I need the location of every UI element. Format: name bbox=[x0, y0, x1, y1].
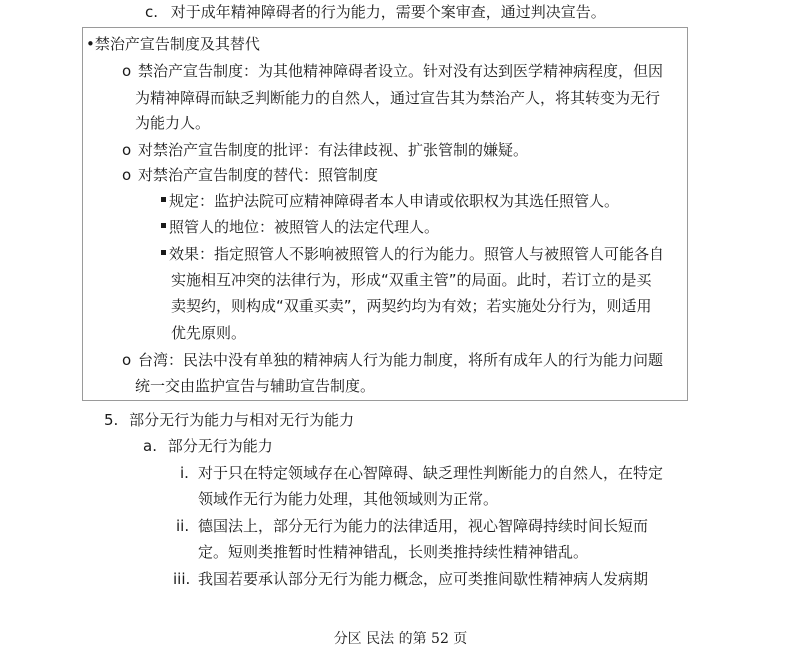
list-marker: 5. bbox=[104, 411, 119, 429]
list-marker: ii. bbox=[176, 517, 190, 535]
section-5a-title: 部分无行为能力 bbox=[167, 437, 273, 455]
box-subitem-text: 照管人的地位：被照管人的法定代理人。 bbox=[169, 218, 440, 236]
circle-marker: o bbox=[122, 141, 132, 159]
box-subitem-2-line-3: 优先原则。 bbox=[171, 324, 247, 342]
roman-item-i-line-1: 领域作无行为能力处理，其他领域则为正常。 bbox=[198, 490, 499, 508]
box-item-3-line-1: 统一交由监护宣告与辅助宣告制度。 bbox=[135, 377, 376, 395]
box-subitem-text: 规定：监护法院可应精神障碍者本人申请或依职权为其选任照管人。 bbox=[169, 192, 620, 210]
box-subitem-2-line-1: 实施相互冲突的法律行为，形成“双重主管”的局面。此时，若订立的是买 bbox=[171, 271, 652, 289]
list-item-text: 对于成年精神障碍者的行为能力，需要个案审查，通过判决宣告。 bbox=[170, 3, 606, 21]
list-marker: i. bbox=[180, 464, 189, 482]
note-box bbox=[82, 27, 688, 401]
square-bullet-icon bbox=[161, 197, 166, 202]
section-5a-heading bbox=[143, 436, 273, 456]
box-subitem-2-line-2: 卖契约，则构成“双重买卖”，两契约均为有效；若实施处分行为，则适用 bbox=[171, 297, 652, 315]
list-marker: c. bbox=[145, 3, 159, 21]
box-item-2-line-0 bbox=[122, 165, 378, 185]
page-footer: 分区 民法 的第 52 页 bbox=[333, 631, 468, 647]
box-heading-text: 禁治产宣告制度及其替代 bbox=[94, 35, 260, 53]
box-item-text: 台湾：民法中没有单独的精神病人行为能力制度，将所有成年人的行为能力问题 bbox=[137, 351, 663, 369]
roman-item-ii-line-1: 定。短则类推暂时性精神错乱，长则类推持续性精神错乱。 bbox=[198, 543, 589, 561]
section-5-title: 部分无行为能力与相对无行为能力 bbox=[129, 411, 355, 429]
square-bullet-icon bbox=[161, 223, 166, 228]
circle-marker: o bbox=[122, 62, 132, 80]
box-subitem-text: 效果：指定照管人不影响被照管人的行为能力。照管人与被照管人可能各自 bbox=[169, 245, 665, 263]
box-item-1-line-0 bbox=[122, 140, 528, 160]
roman-item-text: 我国若要承认部分无行为能力概念，应可类推间歇性精神病人发病期 bbox=[198, 570, 649, 588]
circle-marker: o bbox=[122, 166, 132, 184]
box-item-text: 对禁治产宣告制度的替代：照管制度 bbox=[137, 166, 378, 184]
roman-item-ii-line-0 bbox=[176, 516, 648, 536]
box-subitem-2-line-0 bbox=[161, 244, 664, 264]
box-subitem-1 bbox=[161, 217, 439, 237]
roman-item-text: 对于只在特定领域存在心智障碍、缺乏理性判断能力的自然人，在特定 bbox=[198, 464, 664, 482]
box-item-0-line-1: 为精神障碍而缺乏判断能力的自然人，通过宣告其为禁治产人，将其转变为无行 bbox=[135, 89, 661, 107]
box-subitem-0 bbox=[161, 191, 619, 211]
square-bullet-icon bbox=[161, 250, 166, 255]
box-item-text: 禁治产宣告制度：为其他精神障碍者设立。针对没有达到医学精神病程度，但因 bbox=[137, 62, 663, 80]
circle-marker: o bbox=[122, 351, 132, 369]
roman-item-i-line-0 bbox=[180, 463, 663, 483]
roman-item-text: 德国法上，部分无行为能力的法律适用，视心智障碍持续时间长短而 bbox=[198, 517, 649, 535]
roman-item-iii-line-0 bbox=[173, 569, 648, 589]
box-heading bbox=[86, 34, 260, 54]
section-5-heading bbox=[104, 410, 354, 430]
box-item-3-line-0 bbox=[122, 350, 663, 370]
bullet-marker: • bbox=[86, 35, 95, 53]
box-item-0-line-2: 为能力人。 bbox=[135, 114, 211, 132]
box-item-0-line-0 bbox=[122, 61, 663, 81]
box-item-text: 对禁治产宣告制度的批评：有法律歧视、扩张管制的嫌疑。 bbox=[137, 141, 528, 159]
list-marker: a. bbox=[143, 437, 157, 455]
list-item-c bbox=[145, 2, 606, 22]
list-marker: iii. bbox=[173, 570, 191, 588]
